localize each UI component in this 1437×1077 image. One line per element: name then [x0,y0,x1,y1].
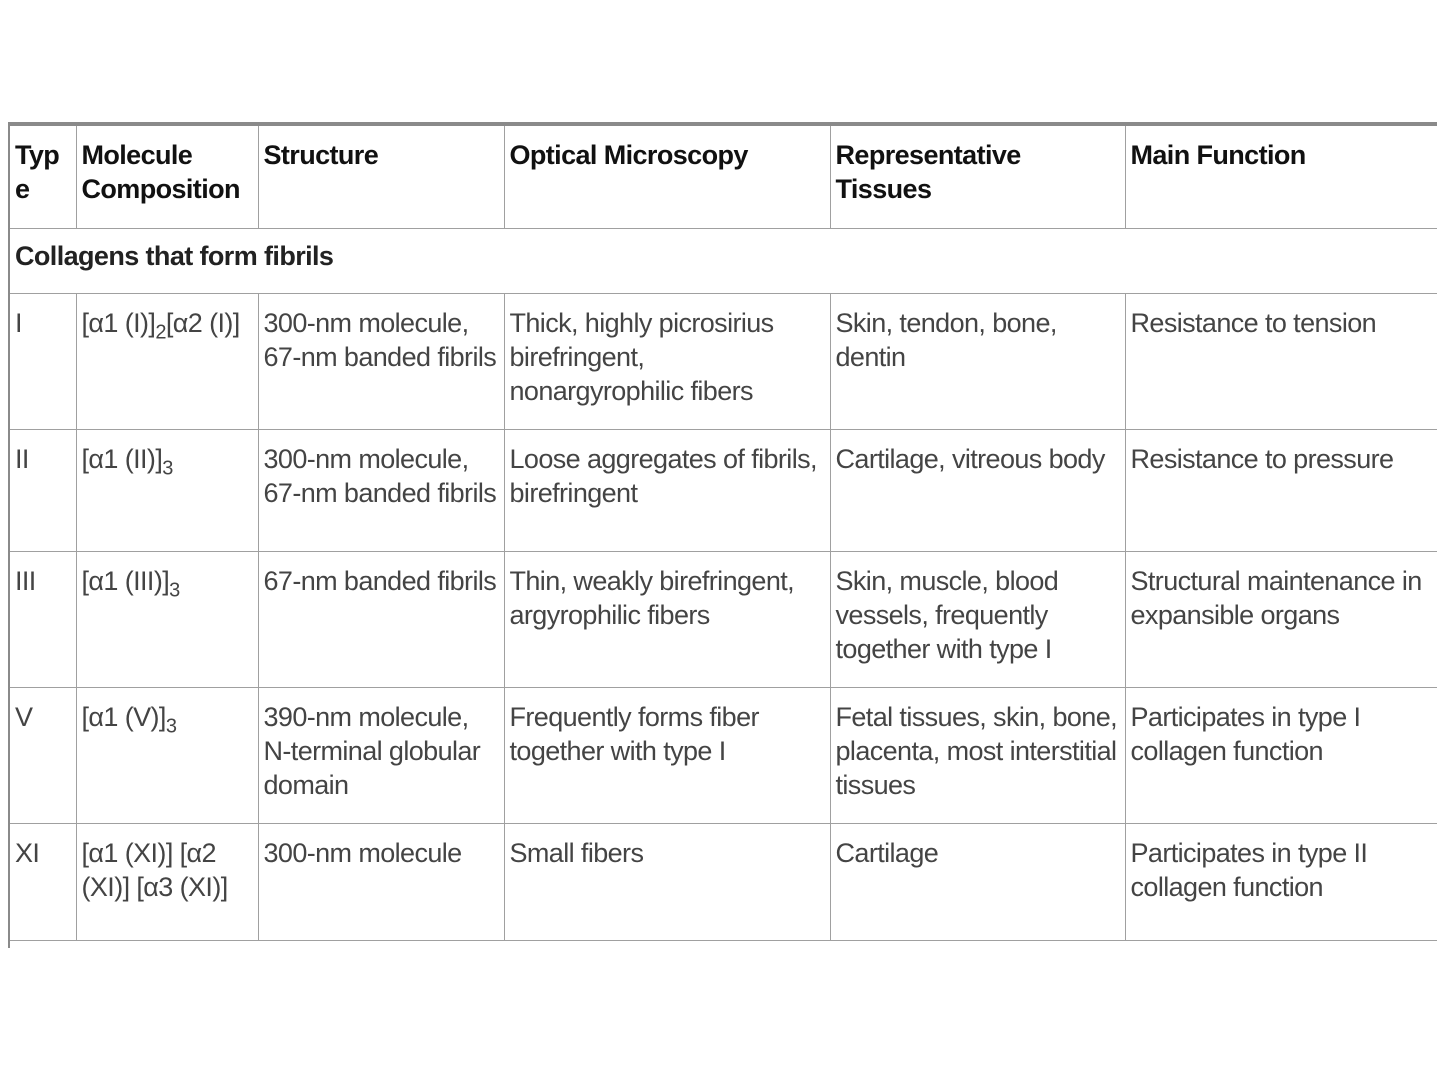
cell-type: V [10,688,76,824]
cell-representative-tissues: Cartilage [830,824,1125,941]
collagen-types-table [10,122,1437,941]
cell-main-function: Resistance to pressure [1125,430,1437,552]
header-molecule-composition: Molecule Composition [76,124,258,229]
table-row [10,688,1437,824]
cell-type: III [10,552,76,688]
section-row [10,229,1437,294]
table-row [10,294,1437,430]
cell-structure: 300-nm molecule, 67-nm banded fibrils [258,294,504,430]
header-optical-microscopy: Optical Microscopy [504,124,830,229]
composition-subscript: 3 [165,715,177,738]
table-row [10,430,1437,552]
cell-structure: 300-nm molecule [258,824,504,941]
composition-subscript: 3 [162,457,173,480]
section-title: Collagens that form fibrils [10,229,1437,294]
header-main-function: Main Function [1125,124,1437,229]
composition-part: [α1 (V)] [81,702,166,732]
composition-subscript: 2 [155,321,166,344]
cell-main-function: Participates in type II collagen function [1125,824,1437,941]
cell-optical-microscopy: Thin, weakly birefringent, argyrophilic fibers [504,552,830,688]
cell-main-function: Participates in type I collagen function [1125,688,1437,824]
cell-representative-tissues: Fetal tissues, skin, bone, placenta, most interstitial tissues [830,688,1125,824]
cell-molecule-composition [76,430,258,552]
composition-subscript: 3 [169,579,180,602]
composition-part: [α1 (I)] [81,308,156,338]
cell-optical-microscopy: Frequently forms fiber together with type I [504,688,830,824]
cell-molecule-composition [76,294,258,430]
table-row [10,824,1437,941]
header-type: Type [10,124,76,229]
composition-part: [α1 (III)] [81,566,170,596]
cell-structure: 67-nm banded fibrils [258,552,504,688]
cell-type: II [10,430,76,552]
cell-optical-microscopy: Small fibers [504,824,830,941]
cell-main-function: Resistance to tension [1125,294,1437,430]
cell-molecule-composition: [α1 (XI)] [α2 (XI)] [α3 (XI)] [76,824,258,941]
cell-representative-tissues: Skin, tendon, bone, dentin [830,294,1125,430]
composition-part: [α1 (II)] [81,444,163,474]
cell-type: XI [10,824,76,941]
cell-molecule-composition [76,552,258,688]
cell-type: I [10,294,76,430]
cell-structure: 300-nm molecule, 67-nm banded fibrils [258,430,504,552]
cell-main-function: Structural maintenance in expansible organs [1125,552,1437,688]
cell-optical-microscopy: Loose aggregates of fibrils, birefringent [504,430,830,552]
collagen-table-container [8,122,1437,948]
table-header-row [10,124,1437,229]
cell-optical-microscopy: Thick, highly picrosirius birefringent, nonargyrophilic fibers [504,294,830,430]
header-representative-tissues: Representative Tissues [830,124,1125,229]
cell-molecule-composition [76,688,258,824]
cell-representative-tissues: Cartilage, vitreous body [830,430,1125,552]
cell-structure: 390-nm molecule, N-terminal globular domain [258,688,504,824]
table-row [10,552,1437,688]
composition-part: [α2 (I)] [165,308,240,338]
cell-representative-tissues: Skin, muscle, blood vessels, frequently together with type I [830,552,1125,688]
header-structure: Structure [258,124,504,229]
